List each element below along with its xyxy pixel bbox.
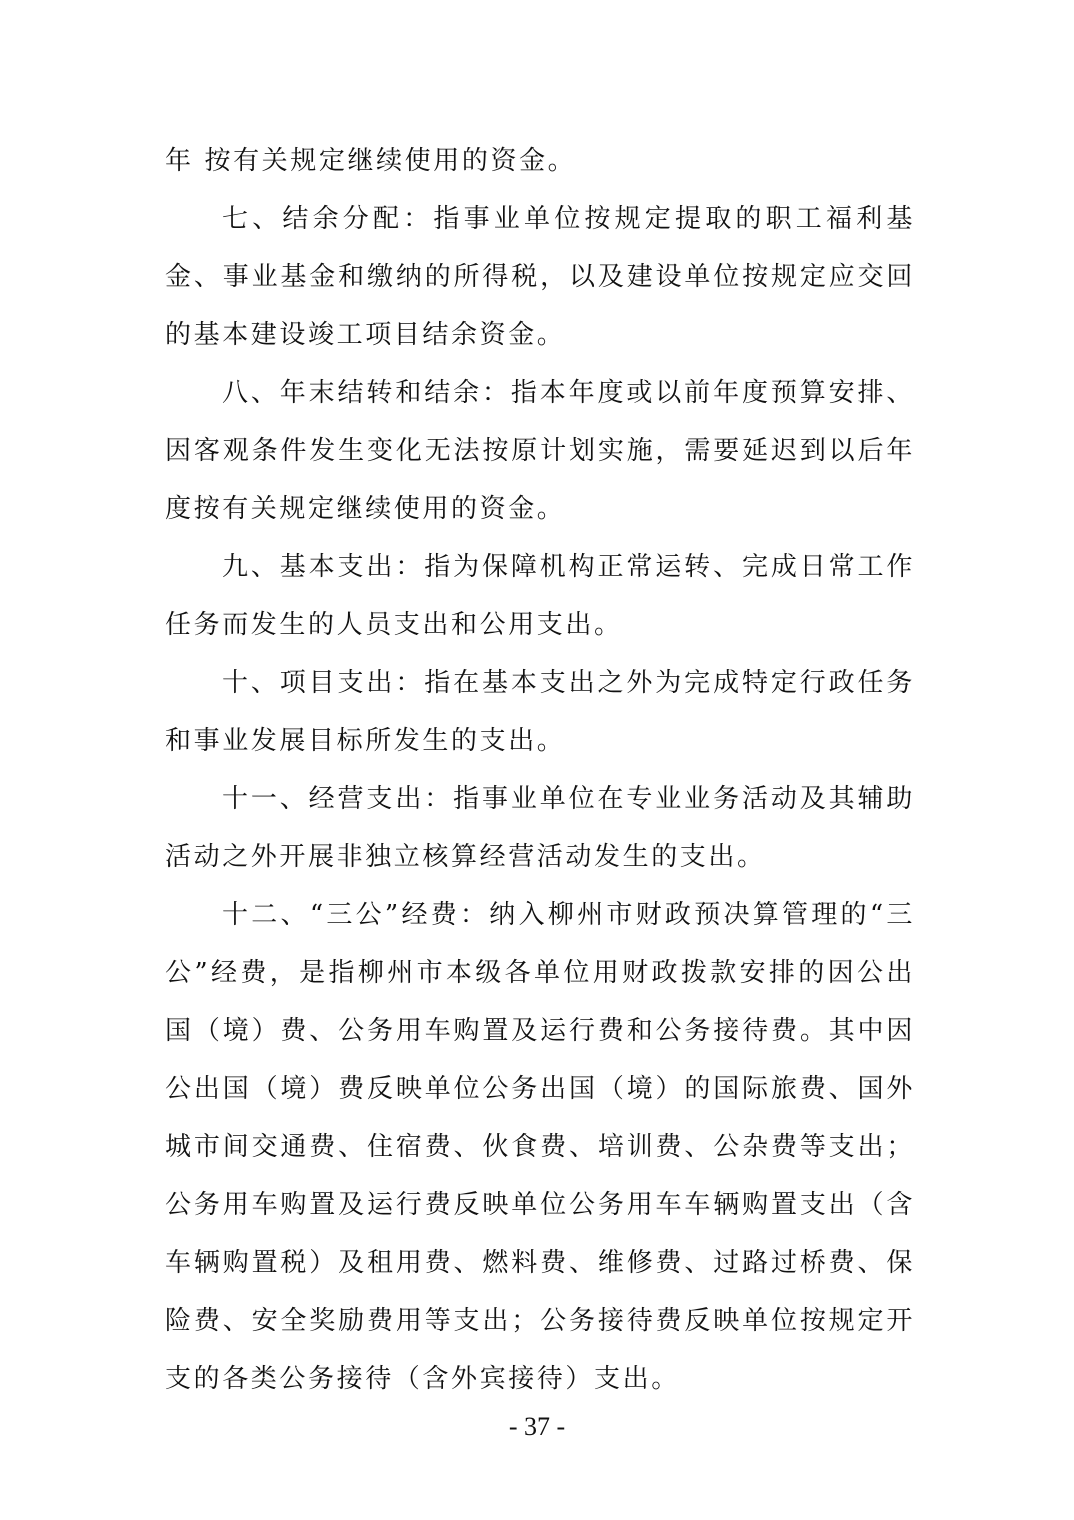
paragraph-basic-expenditure: 九、基本支出：指为保障机构正常运转、完成日常工作任务而发生的人员支出和公用支出。	[165, 552, 915, 640]
paragraph-surplus-distribution: 七、结余分配：指事业单位按规定提取的职工福利基金、事业基金和缴纳的所得税，以及建设单位按规定应交回的基本建设竣工项目结余资金。	[165, 204, 915, 350]
paragraph-continuation: 年 按有关规定继续使用的资金。	[165, 146, 577, 176]
page-number: - 37 -	[508, 1412, 566, 1441]
paragraph-year-end-carryover: 八、年末结转和结余：指本年度或以前年度预算安排、因客观条件发生变化无法按原计划实施，需要延迟到以后年度按有关规定继续使用的资金。	[165, 378, 915, 524]
paragraph-three-public-expenses: 十二、“三公”经费：纳入柳州市财政预决算管理的“三公”经费，是指柳州市本级各单位用财政拨款安排的因公出国（境）费、公务用车购置及运行费和公务接待费。其中因公出国（境）费反映单位公务出国（境）的国际旅费、国外城市间交通费、住宿费、伙食费、培训费、公杂费等支出；公务用车购置及运行费反映单位公务用车车辆购置支出（含车辆购置税）及租用费、燃料费、维修费、过路过桥费、保险费、安全奖励费用等支出；公务接待费反映单位按规定开支的各类公务接待（含外宾接待）支出。	[165, 900, 915, 1394]
document-body	[165, 132, 915, 1408]
paragraph-project-expenditure: 十、项目支出：指在基本支出之外为完成特定行政任务和事业发展目标所发生的支出。	[165, 668, 915, 756]
paragraph-operating-expenditure: 十一、经营支出：指事业单位在专业业务活动及其辅助活动之外开展非独立核算经营活动发生的支出。	[165, 784, 915, 872]
